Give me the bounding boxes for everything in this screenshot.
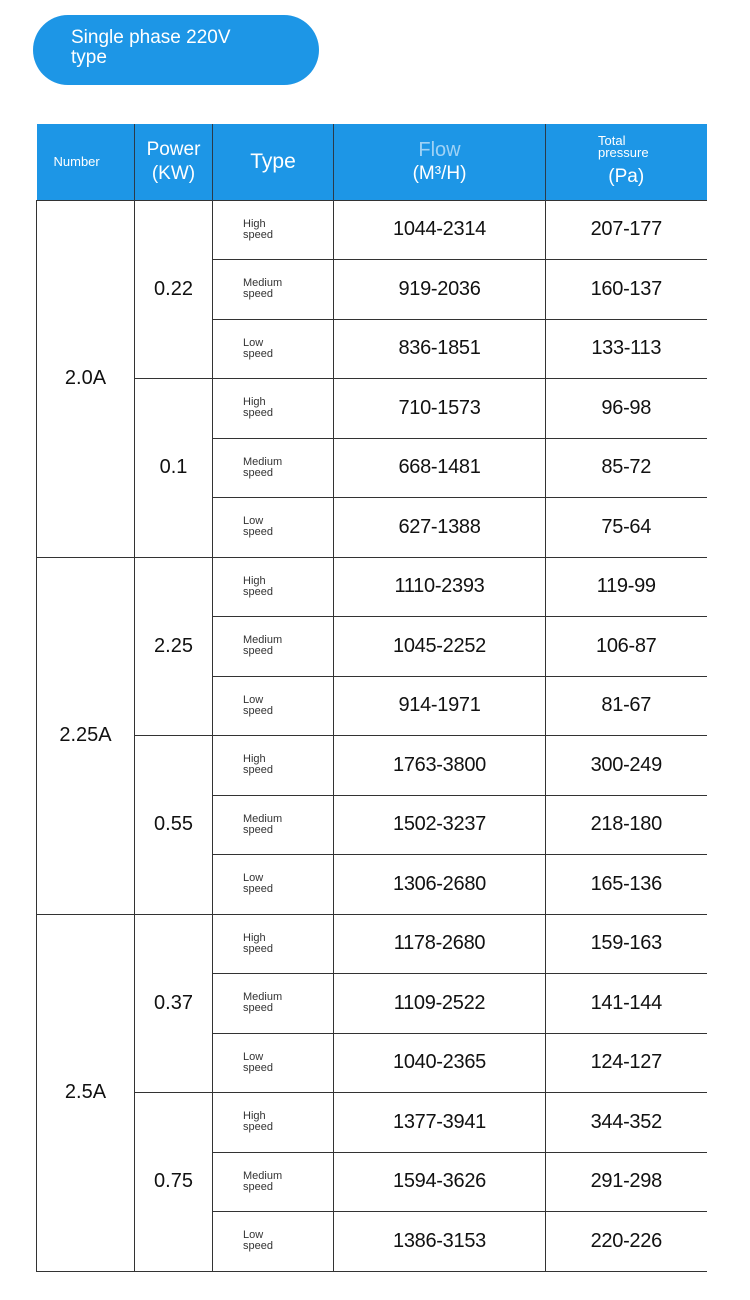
cell-type: [213, 617, 334, 677]
cell-flow: 1044-2314: [334, 200, 546, 260]
type-label-line: High: [243, 396, 266, 409]
type-label-line: speed: [243, 1121, 273, 1134]
badge-line-1: Single phase 220V: [71, 27, 231, 48]
header-pressure-unit: (Pa): [608, 165, 645, 187]
type-label-line: speed: [243, 1240, 273, 1253]
type-label-line: High: [243, 574, 266, 587]
cell-power: 0.37: [135, 914, 213, 1093]
table-row: [37, 736, 707, 796]
cell-pressure: 85-72: [546, 438, 707, 498]
header-power-label: Power: [146, 138, 201, 160]
table-row: [37, 914, 707, 974]
cell-power: 0.1: [135, 379, 213, 558]
header-power-unit: (KW): [151, 162, 196, 184]
cell-type: [213, 260, 334, 320]
cell-pressure: 81-67: [546, 676, 707, 736]
cell-number: 2.0A: [37, 200, 135, 557]
type-label-line: speed: [243, 704, 273, 717]
cell-flow: 919-2036: [334, 260, 546, 320]
type-label-line: High: [243, 753, 266, 766]
header-pressure-line-2: pressure: [598, 144, 649, 160]
header-flow-unit: (M³/H): [412, 162, 467, 184]
type-label-line: speed: [243, 585, 273, 598]
cell-pressure: 75-64: [546, 498, 707, 558]
cell-pressure: 300-249: [546, 736, 707, 796]
cell-flow: 1045-2252: [334, 617, 546, 677]
type-label-line: speed: [243, 228, 273, 241]
fan-spec-table: [36, 124, 707, 1272]
type-label-line: Medium: [243, 455, 283, 468]
cell-pressure: 165-136: [546, 855, 707, 915]
cell-pressure: 291-298: [546, 1152, 707, 1212]
cell-type: [213, 1152, 334, 1212]
type-label-line: Low: [243, 1229, 264, 1242]
cell-flow: 1109-2522: [334, 974, 546, 1034]
type-label-line: Low: [243, 336, 264, 349]
type-label-line: Low: [243, 1050, 264, 1063]
type-label-line: speed: [243, 526, 273, 539]
cell-flow: 1386-3153: [334, 1212, 546, 1272]
cell-flow: 1306-2680: [334, 855, 546, 915]
product-type-badge: [33, 15, 319, 85]
header-power: [135, 124, 213, 200]
type-label-line: Medium: [243, 1169, 283, 1182]
cell-type: [213, 795, 334, 855]
cell-type: [213, 676, 334, 736]
cell-type: [213, 557, 334, 617]
cell-type: [213, 855, 334, 915]
cell-pressure: 96-98: [546, 379, 707, 439]
header-type: Type: [213, 124, 334, 200]
type-label-line: High: [243, 1110, 266, 1123]
type-label-line: speed: [243, 407, 273, 420]
cell-type: [213, 1093, 334, 1153]
type-label-line: speed: [243, 645, 273, 658]
header-flow: [334, 124, 546, 200]
type-label-line: Low: [243, 515, 264, 528]
cell-pressure: 160-137: [546, 260, 707, 320]
cell-type: [213, 319, 334, 379]
table-row: [37, 557, 707, 617]
header-pressure-line-1: Total: [598, 132, 626, 148]
cell-pressure: 119-99: [546, 557, 707, 617]
cell-pressure: 106-87: [546, 617, 707, 677]
cell-flow: 1502-3237: [334, 795, 546, 855]
cell-flow: 914-1971: [334, 676, 546, 736]
header-pressure: [546, 124, 707, 200]
cell-flow: 627-1388: [334, 498, 546, 558]
cell-pressure: 207-177: [546, 200, 707, 260]
type-label-line: High: [243, 217, 266, 230]
cell-type: [213, 438, 334, 498]
cell-type: [213, 1212, 334, 1272]
cell-number: 2.25A: [37, 557, 135, 914]
cell-pressure: 218-180: [546, 795, 707, 855]
type-label-line: speed: [243, 1002, 273, 1015]
cell-type: [213, 914, 334, 974]
cell-flow: 1377-3941: [334, 1093, 546, 1153]
table-row: [37, 379, 707, 439]
cell-flow: 836-1851: [334, 319, 546, 379]
type-label-line: Medium: [243, 277, 283, 290]
cell-flow: 1178-2680: [334, 914, 546, 974]
table-row: [37, 1093, 707, 1153]
cell-number: 2.5A: [37, 914, 135, 1271]
cell-flow: 1594-3626: [334, 1152, 546, 1212]
type-label-line: Medium: [243, 634, 283, 647]
cell-type: [213, 200, 334, 260]
cell-flow: 1763-3800: [334, 736, 546, 796]
type-label-line: speed: [243, 347, 273, 360]
cell-pressure: 124-127: [546, 1033, 707, 1093]
cell-type: [213, 498, 334, 558]
type-label-line: speed: [243, 823, 273, 836]
cell-pressure: 220-226: [546, 1212, 707, 1272]
type-label-line: Low: [243, 872, 264, 885]
cell-power: 0.75: [135, 1093, 213, 1272]
cell-pressure: 344-352: [546, 1093, 707, 1153]
type-label-line: High: [243, 931, 266, 944]
type-label-line: Medium: [243, 991, 283, 1004]
cell-flow: 710-1573: [334, 379, 546, 439]
cell-flow: 1110-2393: [334, 557, 546, 617]
type-label-line: speed: [243, 883, 273, 896]
header-number: Number: [37, 124, 135, 200]
cell-power: 0.55: [135, 736, 213, 915]
cell-power: 0.22: [135, 200, 213, 379]
type-label-line: Low: [243, 693, 264, 706]
header-flow-label: Flow: [418, 138, 461, 161]
cell-type: [213, 974, 334, 1034]
type-label-line: speed: [243, 1180, 273, 1193]
table-row: [37, 200, 707, 260]
cell-flow: 1040-2365: [334, 1033, 546, 1093]
type-label-line: speed: [243, 942, 273, 955]
cell-type: [213, 1033, 334, 1093]
cell-type: [213, 379, 334, 439]
type-label-line: speed: [243, 1061, 273, 1074]
cell-pressure: 159-163: [546, 914, 707, 974]
type-label-line: speed: [243, 764, 273, 777]
cell-pressure: 133-113: [546, 319, 707, 379]
table-header-row: [37, 124, 707, 200]
cell-flow: 668-1481: [334, 438, 546, 498]
cell-power: 2.25: [135, 557, 213, 736]
table-body: [37, 200, 707, 1271]
type-label-line: speed: [243, 466, 273, 479]
type-label-line: speed: [243, 288, 273, 301]
cell-pressure: 141-144: [546, 974, 707, 1034]
cell-type: [213, 736, 334, 796]
badge-line-2: type: [71, 47, 107, 68]
type-label-line: Medium: [243, 812, 283, 825]
